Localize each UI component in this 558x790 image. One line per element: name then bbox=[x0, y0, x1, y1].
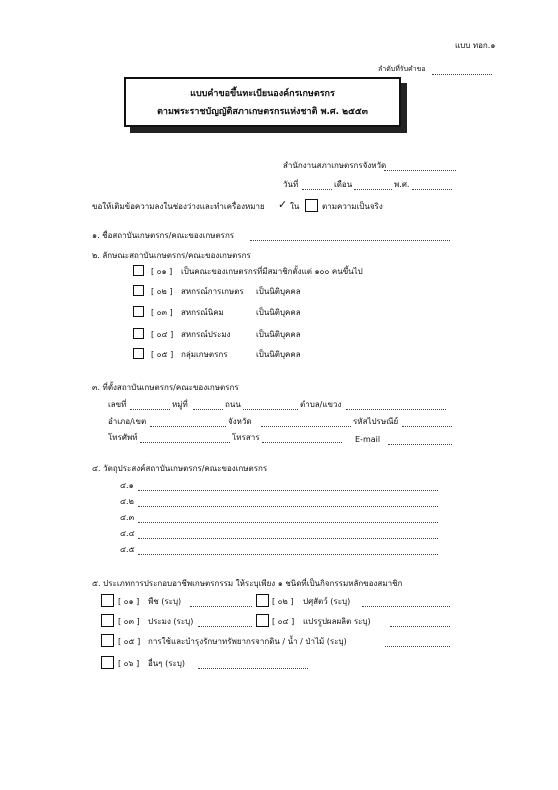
house-no-label: เลขที่ bbox=[108, 400, 127, 409]
subdistrict-label: ตำบล/แขวง bbox=[300, 400, 342, 409]
farm-type-01-code: [ ๐๑ ] bbox=[118, 597, 140, 606]
date-year-field[interactable] bbox=[412, 189, 452, 190]
org-type-05-code: [ ๐๕ ] bbox=[151, 350, 174, 359]
farm-type-05-checkbox[interactable] bbox=[101, 634, 114, 647]
org-type-02-label: สหกรณ์การเกษตร bbox=[181, 287, 244, 296]
instruction-in: ใน bbox=[290, 202, 300, 211]
farm-type-03-code: [ ๐๓ ] bbox=[118, 617, 140, 626]
org-type-03-checkbox[interactable] bbox=[133, 306, 144, 317]
postcode-label: รหัสไปรษณีย์ bbox=[353, 417, 399, 426]
email-label: E-mail bbox=[355, 435, 381, 444]
org-name-field[interactable] bbox=[250, 240, 450, 241]
org-type-04-checkbox[interactable] bbox=[133, 328, 144, 339]
objective-4-4-label: ๔.๔ bbox=[120, 529, 135, 538]
receipt-number-field[interactable] bbox=[432, 74, 492, 75]
org-type-04-suffix: เป็นนิติบุคคล bbox=[256, 330, 301, 339]
house-no-field[interactable] bbox=[130, 409, 170, 410]
title-box bbox=[124, 77, 401, 127]
farm-type-03-checkbox[interactable] bbox=[101, 614, 114, 627]
objective-4-1-label: ๔.๑ bbox=[120, 481, 134, 490]
farm-type-05-field[interactable] bbox=[385, 646, 450, 647]
org-type-05-suffix: เป็นนิติบุคคล bbox=[256, 350, 301, 359]
farm-type-05-code: [ ๐๕ ] bbox=[118, 637, 141, 646]
org-type-05-checkbox[interactable] bbox=[133, 348, 144, 359]
farm-type-05-label: การใช้และบำรุงรักษาทรัพยากรจากดิน / น้ำ / ป่าไม้ (ระบุ) bbox=[148, 637, 347, 646]
date-month-label: เดือน bbox=[334, 180, 353, 189]
org-type-05-label: กลุ่มเกษตรกร bbox=[181, 350, 228, 359]
moo-field[interactable] bbox=[193, 409, 223, 410]
farm-type-06-field[interactable] bbox=[198, 668, 308, 669]
org-type-02-code: [ ๐๒ ] bbox=[151, 287, 173, 296]
farm-type-02-label: ปศุสัตว์ (ระบุ) bbox=[303, 597, 351, 606]
farm-type-06-label: อื่นๆ (ระบุ) bbox=[148, 659, 186, 668]
farm-type-02-code: [ ๐๒ ] bbox=[272, 597, 294, 606]
farm-type-01-label: พืช (ระบุ) bbox=[148, 597, 182, 606]
farm-type-04-code: [ ๐๔ ] bbox=[272, 617, 295, 626]
org-type-01-label: เป็นคณะของเกษตรกรที่มีสมาชิกตั้งแต่ ๑๐๐ คนขึ้นไป bbox=[181, 267, 363, 276]
section-2-label: ๒. ลักษณะสถาบันเกษตรกร/คณะของเกษตรกร bbox=[92, 251, 251, 260]
farm-type-04-field[interactable] bbox=[390, 626, 450, 627]
instruction-text: ขอให้เติมข้อความลงในช่องว่างและทำเครื่องหมาย bbox=[92, 202, 265, 211]
farm-type-06-checkbox[interactable] bbox=[101, 656, 114, 669]
section-5-label: ๕. ประเภทการประกอบอาชีพเกษตรกรรม ให้ระบุเพียง ๑ ชนิดที่เป็นกิจกรรมหลักของสมาชิก bbox=[92, 579, 403, 588]
section-1-label: ๑. ชื่อสถาบันเกษตรกร/คณะของเกษตรกร bbox=[92, 231, 235, 240]
objective-4-5-label: ๔.๕ bbox=[120, 545, 135, 554]
road-label: ถนน bbox=[225, 400, 241, 409]
district-field[interactable] bbox=[150, 426, 226, 427]
org-type-04-code: [ ๐๔ ] bbox=[151, 330, 174, 339]
road-field[interactable] bbox=[243, 409, 298, 410]
farm-type-06-code: [ ๐๖ ] bbox=[118, 659, 140, 668]
email-field[interactable] bbox=[388, 444, 452, 445]
farm-type-03-label: ประมง (ระบุ) bbox=[148, 617, 194, 626]
province-label: จังหวัด bbox=[228, 417, 252, 426]
objective-4-2-field[interactable] bbox=[138, 506, 438, 507]
objective-4-5-field[interactable] bbox=[138, 554, 438, 555]
receipt-number-label: ลำดับที่รับคำขอ bbox=[378, 65, 426, 73]
subdistrict-field[interactable] bbox=[346, 409, 446, 410]
farm-type-04-checkbox[interactable] bbox=[256, 614, 269, 627]
org-type-02-suffix: เป็นนิติบุคคล bbox=[256, 287, 301, 296]
checkmark-icon: ✓ bbox=[278, 198, 288, 211]
farm-type-02-field[interactable] bbox=[362, 606, 450, 607]
office-field[interactable] bbox=[384, 170, 456, 171]
farm-type-03-field[interactable] bbox=[198, 626, 252, 627]
fax-label: โทรสาร bbox=[232, 433, 260, 442]
form-subtitle: ตามพระราชบัญญัติสภาเกษตรกรแห่งชาติ พ.ศ. ๒๕๕๓ bbox=[157, 107, 368, 117]
form-title: แบบคำขอขึ้นทะเบียนองค์กรเกษตรกร bbox=[190, 89, 335, 99]
objective-4-1-field[interactable] bbox=[138, 490, 438, 491]
section-3-label: ๓. ที่ตั้งสถาบันเกษตรกร/คณะของเกษตรกร bbox=[92, 383, 239, 392]
org-type-03-label: สหกรณ์นิคม bbox=[181, 308, 224, 317]
example-checkbox-icon bbox=[305, 199, 318, 212]
instruction-after: ตามความเป็นจริง bbox=[322, 202, 383, 211]
fax-field[interactable] bbox=[262, 442, 342, 443]
phone-label: โทรศัพท์ bbox=[108, 433, 138, 442]
moo-label: หมู่ที่ bbox=[172, 400, 188, 409]
province-field[interactable] bbox=[261, 426, 351, 427]
farm-type-01-field[interactable] bbox=[190, 606, 252, 607]
objective-4-2-label: ๔.๒ bbox=[120, 497, 134, 506]
date-month-field[interactable] bbox=[354, 189, 392, 190]
objective-4-3-label: ๔.๓ bbox=[120, 513, 135, 522]
section-4-label: ๔. วัตถุประสงค์สถาบันเกษตรกร/คณะของเกษตรกร bbox=[92, 464, 268, 473]
postcode-field[interactable] bbox=[402, 426, 452, 427]
org-type-01-checkbox[interactable] bbox=[133, 265, 144, 276]
org-type-04-label: สหกรณ์ประมง bbox=[181, 330, 231, 339]
phone-field[interactable] bbox=[140, 442, 230, 443]
objective-4-4-field[interactable] bbox=[138, 538, 438, 539]
office-label: สำนักงานสภาเกษตรกรจังหวัด bbox=[283, 161, 387, 170]
farm-type-04-label: แปรรูปผลผลิต ระบุ) bbox=[303, 617, 371, 626]
org-type-01-code: [ ๐๑ ] bbox=[151, 267, 173, 276]
org-type-03-suffix: เป็นนิติบุคคล bbox=[256, 308, 301, 317]
org-type-02-checkbox[interactable] bbox=[133, 285, 144, 296]
form-code: แบบ ทอก.๑ bbox=[455, 41, 496, 50]
objective-4-3-field[interactable] bbox=[138, 522, 438, 523]
district-label: อำเภอ/เขต bbox=[108, 417, 147, 426]
date-day-field[interactable] bbox=[302, 189, 332, 190]
org-type-03-code: [ ๐๓ ] bbox=[151, 308, 173, 317]
farm-type-02-checkbox[interactable] bbox=[256, 594, 269, 607]
farm-type-01-checkbox[interactable] bbox=[101, 594, 114, 607]
date-day-label: วันที่ bbox=[283, 180, 299, 189]
date-year-label: พ.ศ. bbox=[394, 180, 410, 189]
